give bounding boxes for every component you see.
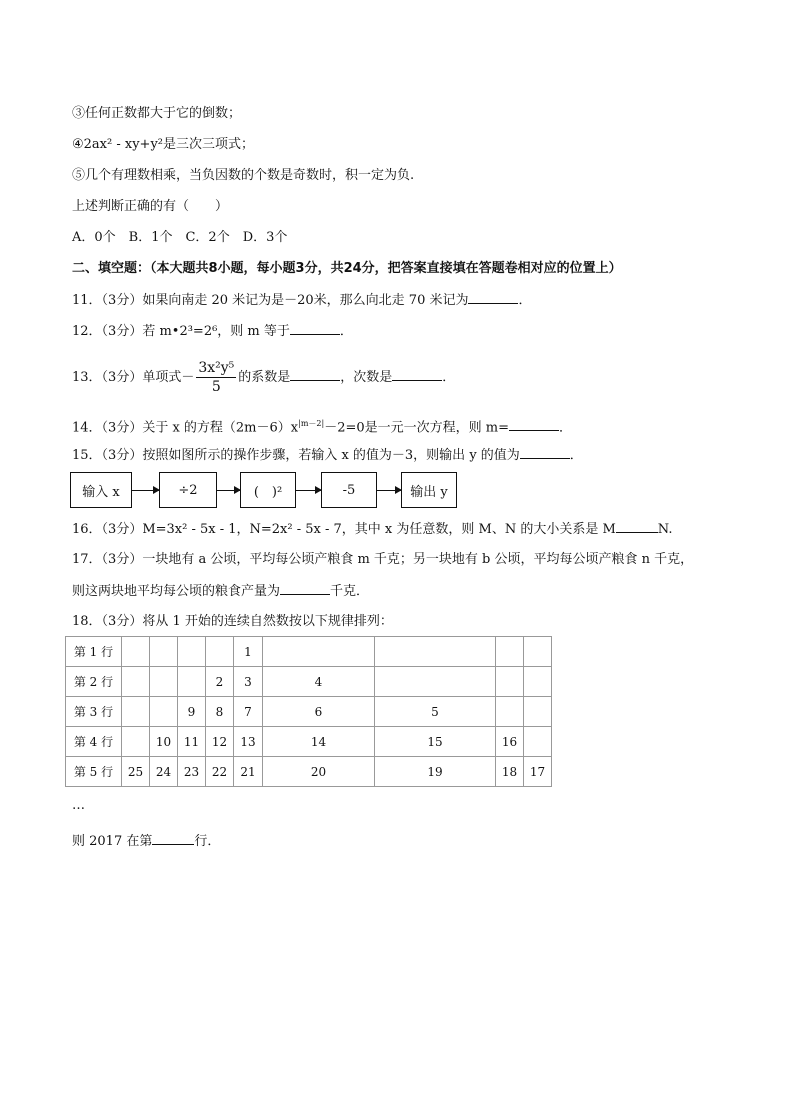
table-cell: 20 bbox=[263, 757, 375, 787]
q12-end: ． bbox=[339, 324, 353, 339]
q12-text: 12．（3分）若 m•2³=2⁶，则 m 等于 bbox=[72, 324, 290, 339]
q11-blank[interactable] bbox=[468, 291, 518, 304]
table-cell: 5 bbox=[375, 697, 496, 727]
flow-minus-box: -5 bbox=[321, 472, 377, 508]
table-cell bbox=[496, 667, 524, 697]
table-cell bbox=[524, 727, 552, 757]
flow-square-box: ( )² bbox=[240, 472, 296, 508]
table-cell: 25 bbox=[122, 757, 150, 787]
question-15 bbox=[72, 446, 583, 465]
question-12 bbox=[72, 322, 353, 341]
table-row bbox=[66, 697, 552, 727]
q13-denominator: 5 bbox=[211, 379, 221, 395]
question-11 bbox=[72, 291, 531, 310]
q13-blank-degree[interactable] bbox=[392, 368, 442, 381]
flow-arrow-3 bbox=[295, 490, 321, 491]
answer-options: A．0个 B．1个 C．2个 D．3个 bbox=[72, 230, 288, 245]
q16-end: N. bbox=[657, 522, 673, 537]
question-13 bbox=[72, 358, 455, 398]
flow-output-box: 输出 y bbox=[401, 472, 457, 508]
table-cell: 11 bbox=[178, 727, 206, 757]
table-cell bbox=[263, 637, 375, 667]
table-cell: 9 bbox=[178, 697, 206, 727]
table-cell bbox=[178, 637, 206, 667]
table-cell: 21 bbox=[234, 757, 263, 787]
table-cell: 15 bbox=[375, 727, 496, 757]
ellipsis: … bbox=[72, 798, 85, 813]
flow-divide-box: ÷2 bbox=[159, 472, 217, 508]
flow-arrow-2 bbox=[216, 490, 240, 491]
table-cell bbox=[122, 727, 150, 757]
table-cell bbox=[150, 667, 178, 697]
table-cell bbox=[122, 667, 150, 697]
q13-blank-coef[interactable] bbox=[290, 368, 340, 381]
table-cell: 12 bbox=[206, 727, 234, 757]
table-cell bbox=[122, 697, 150, 727]
table-cell: 23 bbox=[178, 757, 206, 787]
question-18-end bbox=[72, 832, 220, 851]
table-cell: 14 bbox=[263, 727, 375, 757]
q13-numerator: 3x²y⁵ bbox=[198, 360, 235, 376]
table-cell bbox=[122, 637, 150, 667]
statement-3: ③任何正数都大于它的倒数； bbox=[72, 106, 242, 121]
q17-end: 千克． bbox=[330, 584, 370, 599]
table-cell: 24 bbox=[150, 757, 178, 787]
q16-text: 16．（3分）M=3x² - 5x - 1，N=2x² - 5x - 7，其中 x 为任意数，则 M、N 的大小关系是 M bbox=[72, 522, 616, 537]
row-label: 第 1 行 bbox=[66, 637, 122, 667]
q15-blank[interactable] bbox=[520, 446, 570, 459]
q18-end: 行． bbox=[194, 834, 221, 849]
table-cell: 10 bbox=[150, 727, 178, 757]
table-cell bbox=[150, 697, 178, 727]
q13-text: 13．（3分）单项式－ bbox=[72, 370, 195, 385]
question-14 bbox=[72, 415, 572, 437]
table-cell bbox=[178, 667, 206, 697]
table-row bbox=[66, 637, 552, 667]
table-cell bbox=[524, 667, 552, 697]
number-table bbox=[65, 636, 552, 787]
table-cell: 17 bbox=[524, 757, 552, 787]
question-16 bbox=[72, 520, 672, 539]
question-17-cont bbox=[72, 582, 369, 601]
table-cell: 16 bbox=[496, 727, 524, 757]
statement-4: ④2ax² - xy+y²是三次三项式； bbox=[72, 137, 255, 152]
q14-text-2: －2=0是一元一次方程，则 m= bbox=[324, 420, 509, 436]
table-cell bbox=[206, 637, 234, 667]
table-cell: 18 bbox=[496, 757, 524, 787]
flow-arrow-4 bbox=[376, 490, 401, 491]
question-tail: 上述判断正确的有（ ） bbox=[72, 199, 229, 214]
table-cell bbox=[375, 637, 496, 667]
table-cell: 22 bbox=[206, 757, 234, 787]
flow-arrow-1 bbox=[131, 490, 159, 491]
table-cell bbox=[375, 667, 496, 697]
question-18: 18．（3分）将从 1 开始的连续自然数按以下规律排列： bbox=[72, 614, 393, 629]
table-row bbox=[66, 757, 552, 787]
q15-text: 15．（3分）按照如图所示的操作步骤，若输入 x 的值为－3，则输出 y 的值为 bbox=[72, 448, 520, 463]
q13-text-degree: ，次数是 bbox=[340, 370, 393, 385]
table-cell: 6 bbox=[263, 697, 375, 727]
q13-end: ． bbox=[442, 370, 456, 385]
q14-text: 14．（3分）关于 x 的方程（2m－6）x bbox=[72, 420, 299, 436]
table-cell: 8 bbox=[206, 697, 234, 727]
table-row bbox=[66, 727, 552, 757]
q14-blank[interactable] bbox=[509, 418, 559, 431]
table-row bbox=[66, 667, 552, 697]
table-cell bbox=[496, 697, 524, 727]
q13-fraction bbox=[196, 359, 236, 396]
q18-blank[interactable] bbox=[152, 832, 194, 845]
table-cell: 7 bbox=[234, 697, 263, 727]
table-cell: 2 bbox=[206, 667, 234, 697]
table-cell: 13 bbox=[234, 727, 263, 757]
q17-blank[interactable] bbox=[280, 582, 330, 595]
q14-end: ． bbox=[559, 420, 573, 436]
table-cell: 1 bbox=[234, 637, 263, 667]
table-cell: 19 bbox=[375, 757, 496, 787]
q12-blank[interactable] bbox=[290, 322, 340, 335]
table-cell: 3 bbox=[234, 667, 263, 697]
q13-text-coef: 的系数是 bbox=[238, 370, 291, 385]
table-cell bbox=[524, 697, 552, 727]
flow-input-box: 输入 x bbox=[70, 472, 132, 508]
q17-text: 则这两块地平均每公顷的粮食产量为 bbox=[72, 584, 281, 599]
q18-text: 则 2017 在第 bbox=[72, 834, 153, 849]
table-cell bbox=[150, 637, 178, 667]
question-17: 17．（3分）一块地有 a 公顷，平均每公顷产粮食 m 千克；另一块地有 b 公顷，平均每公顷产粮食 n 千克， bbox=[72, 552, 694, 567]
table-cell bbox=[524, 637, 552, 667]
q11-text: 11．（3分）如果向南走 20 米记为是－20米，那么向北走 70 米记为 bbox=[72, 293, 469, 308]
q16-blank[interactable] bbox=[616, 520, 658, 533]
table-cell: 4 bbox=[263, 667, 375, 697]
row-label: 第 5 行 bbox=[66, 757, 122, 787]
row-label: 第 3 行 bbox=[66, 697, 122, 727]
q15-end: ． bbox=[569, 448, 583, 463]
row-label: 第 4 行 bbox=[66, 727, 122, 757]
row-label: 第 2 行 bbox=[66, 667, 122, 697]
table-cell bbox=[496, 637, 524, 667]
q14-exponent: |m－2| bbox=[298, 419, 325, 428]
section-title: 二、填空题：（本大题共8小题，每小题3分，共24分，把答案直接填在答题卷相对应的位置上） bbox=[72, 261, 622, 276]
q11-end: ． bbox=[518, 293, 532, 308]
statement-5: ⑤几个有理数相乘，当负因数的个数是奇数时，积一定为负. bbox=[72, 168, 415, 183]
